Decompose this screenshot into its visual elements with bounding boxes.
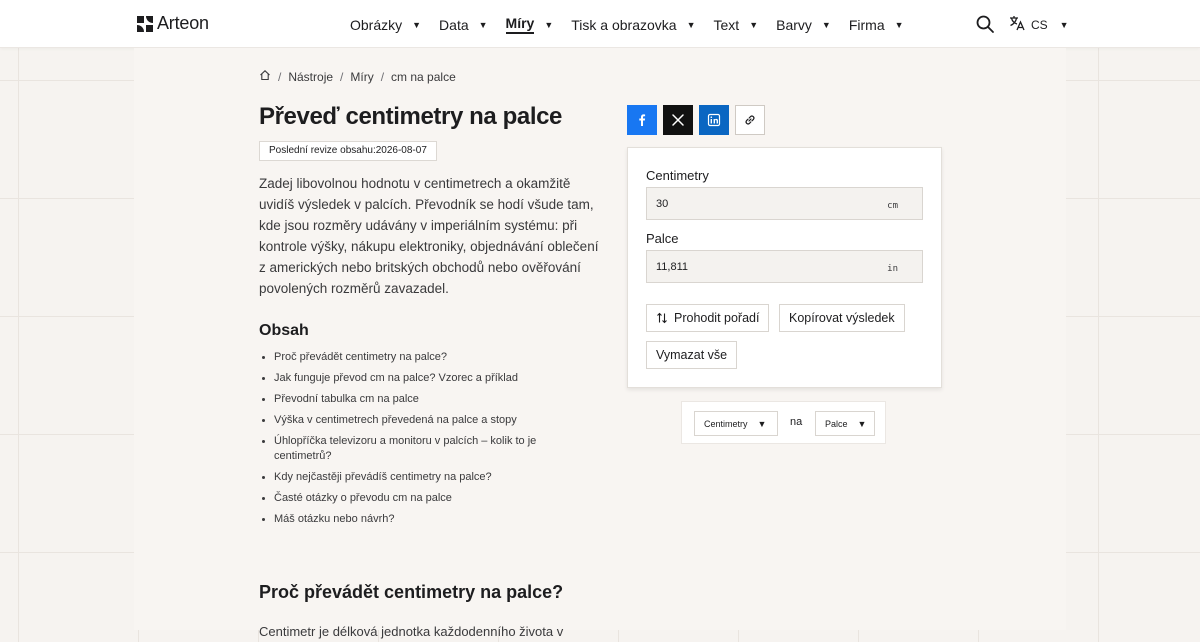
nav-item-colors[interactable]: Barvy ▼ — [776, 16, 831, 33]
top-navigation-bar — [0, 0, 1200, 48]
toc-item[interactable]: Máš otázku nebo návrh? — [274, 512, 544, 527]
table-of-contents — [274, 350, 544, 533]
breadcrumb-item-measures[interactable]: Míry — [350, 69, 374, 84]
breadcrumb-separator: / — [380, 69, 385, 84]
link-icon[interactable] — [735, 105, 765, 135]
facebook-icon[interactable] — [627, 105, 657, 135]
home-icon[interactable] — [259, 69, 271, 84]
swap-button[interactable] — [646, 304, 769, 332]
from-unit-value: Centimetry — [704, 418, 748, 429]
brand-name: Arteon — [157, 13, 209, 33]
breadcrumb-item-current: cm na palce — [391, 69, 456, 84]
section-text: Centimetr je délková jednotka každodenního života v — [259, 624, 564, 639]
toc-item[interactable]: Převodní tabulka cm na palce — [274, 392, 544, 407]
inches-label: Palce — [646, 231, 679, 246]
translate-icon — [1009, 15, 1025, 34]
nav-item-text[interactable]: Text ▼ — [713, 16, 759, 33]
toc-item[interactable]: Kdy nejčastěji převádíš centimetry na palce? — [274, 470, 544, 485]
to-unit-select[interactable] — [815, 411, 875, 436]
swap-icon — [656, 312, 668, 324]
nav-item-company[interactable]: Firma ▼ — [848, 16, 904, 33]
copy-result-button[interactable]: Kopírovat výsledek — [779, 304, 905, 332]
brand-logo[interactable] — [137, 13, 209, 34]
unit-selector-bar — [681, 401, 886, 444]
inches-field — [646, 250, 923, 283]
chevron-down-icon: ▼ — [686, 19, 696, 30]
centimeters-field — [646, 187, 923, 220]
chevron-down-icon: ▼ — [749, 19, 759, 30]
language-switcher[interactable] — [1009, 15, 1069, 34]
chevron-down-icon: ▼ — [1059, 19, 1069, 30]
logo-icon — [137, 16, 153, 32]
chevron-down-icon: ▼ — [478, 19, 488, 30]
x-icon[interactable] — [663, 105, 693, 135]
share-buttons — [627, 105, 765, 135]
centimeters-unit: cm — [887, 201, 898, 211]
breadcrumb — [259, 69, 456, 84]
swap-label: Prohodit pořadí — [674, 311, 760, 325]
nav-item-data[interactable]: Data ▼ — [439, 16, 488, 33]
linkedin-icon[interactable] — [699, 105, 729, 135]
chevron-down-icon: ▼ — [757, 418, 767, 429]
toc-item[interactable]: Výška v centimetrech převedená na palce a stopy — [274, 413, 544, 428]
toc-item[interactable]: Úhlopříčka televizoru a monitoru v palcích – kolik to je centimetrů? — [274, 434, 544, 464]
inches-unit: in — [887, 264, 898, 274]
chevron-down-icon: ▼ — [412, 19, 422, 30]
nav-item-print-screen[interactable]: Tisk a obrazovka ▼ — [571, 16, 696, 33]
from-unit-select[interactable] — [694, 411, 778, 436]
inches-input[interactable] — [647, 251, 877, 282]
toc-heading: Obsah — [259, 322, 309, 339]
section-heading: Proč převádět centimetry na palce? — [259, 582, 564, 602]
language-code: CS — [1031, 17, 1048, 32]
unit-connector: na — [790, 416, 803, 428]
intro-text: Zadej libovolnou hodnotu v centimetrech a okamžitě uvidíš výsledek v palcích. Převodník se hodí všude tam, kde jsou rozměry udávány v imperiálním systému: při kontrole výšky, nákupu elektroniky, objednávání oblečení z amerických nebo britských obchodů nebo ověřování povolených rozměrů zavazadel. — [259, 176, 599, 296]
revision-badge: Poslední revize obsahu:2026-08-07 — [259, 141, 437, 161]
converter-card — [627, 147, 942, 388]
chevron-down-icon: ▼ — [544, 19, 554, 30]
main-nav — [350, 15, 922, 34]
breadcrumb-item-tools[interactable]: Nástroje — [288, 69, 334, 84]
toc-item[interactable]: Proč převádět centimetry na palce? — [274, 350, 544, 365]
nav-item-measures[interactable]: Míry ▼ — [506, 15, 554, 34]
toc-item[interactable]: Jak funguje převod cm na palce? Vzorec a příklad — [274, 371, 544, 386]
centimeters-input[interactable] — [647, 188, 877, 219]
nav-item-images[interactable]: Obrázky ▼ — [350, 16, 422, 33]
clear-all-button[interactable]: Vymazat vše — [646, 341, 737, 369]
centimeters-label: Centimetry — [646, 168, 709, 183]
toc-item[interactable]: Časté otázky o převodu cm na palce — [274, 491, 544, 506]
breadcrumb-separator: / — [340, 69, 344, 84]
to-unit-value: Palce — [825, 418, 848, 429]
chevron-down-icon: ▼ — [821, 19, 831, 30]
chevron-down-icon: ▼ — [894, 19, 904, 30]
chevron-down-icon: ▼ — [857, 418, 867, 429]
search-icon[interactable] — [975, 14, 995, 34]
breadcrumb-separator: / — [278, 69, 282, 84]
page-title: Převeď centimetry na palce — [259, 103, 563, 130]
